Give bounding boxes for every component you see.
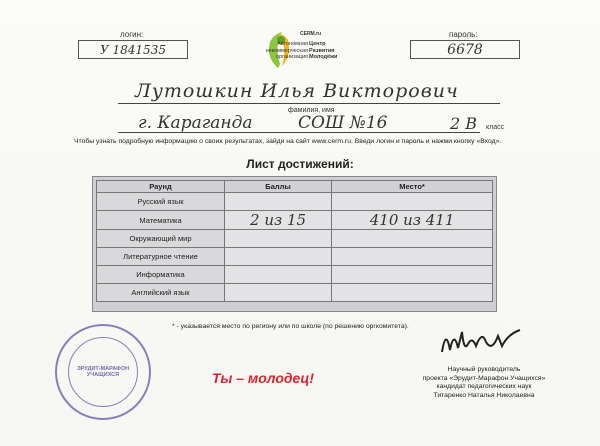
table-row (97, 211, 493, 230)
table-row (97, 230, 493, 248)
row-place (332, 266, 493, 284)
signature-block (395, 366, 573, 400)
table-row (97, 284, 493, 302)
footnote: * - указывается место по региону или по школе (по решению оргкомитета). (172, 323, 409, 330)
signature-line-4: Титаренко Наталья Николаевна (433, 391, 535, 399)
achievements-table (96, 180, 493, 302)
row-score (225, 230, 332, 248)
signature-line-1: Научный руководитель (447, 366, 521, 373)
student-city: г. Караганда (138, 113, 253, 133)
header-score: Баллы (225, 181, 332, 193)
row-score (225, 284, 332, 302)
header-place: Место* (332, 181, 493, 193)
login-box (78, 40, 188, 59)
row-place (332, 284, 493, 302)
student-name: Лутошкин Илья Викторович (135, 80, 459, 102)
row-subject: Английский язык (97, 284, 225, 302)
row-score (225, 193, 332, 211)
password-label: пароль: (449, 30, 478, 39)
password-value: 6678 (447, 41, 483, 58)
row-place (332, 230, 493, 248)
student-grade: 2 В (450, 114, 478, 133)
slogan: Ты – молодец! (212, 370, 315, 386)
table-header-row (97, 181, 493, 193)
name-caption: фамилия, имя (288, 107, 335, 114)
logo-org-text: Автономная некоммерческая организация (265, 41, 308, 60)
table-row (97, 266, 493, 284)
row-subject: Окружающий мир (97, 230, 225, 248)
grade-caption: класс (486, 124, 505, 131)
row-score (225, 266, 332, 284)
stamp-title-1: ЭРУДИТ-МАРАФОН (76, 366, 130, 372)
stamp-title-2: УЧАЩИХСЯ (86, 372, 120, 378)
name-line (118, 103, 500, 104)
row-place (332, 248, 493, 266)
signature-icon (436, 322, 526, 362)
row-place (332, 193, 493, 211)
row-score: 2 из 15 (225, 211, 332, 230)
login-value: У 1841535 (100, 42, 166, 57)
row-subject: Математика (97, 211, 225, 230)
row-subject: Литературное чтение (97, 248, 225, 266)
login-label: логин: (120, 30, 144, 39)
password-box (410, 40, 520, 59)
signature-line-3: кандидат педагогических наук (436, 383, 532, 390)
row-subject: Русский язык (97, 193, 225, 211)
table-row (97, 248, 493, 266)
logo-site: CERM.ru (300, 31, 322, 37)
info-text: Чтобы узнать подробную информацию о своих результатах, зайди на сайт www.cerm.ru. Введи логин и пароль и нажми кнопку «Вход». (74, 138, 502, 145)
student-school: СОШ №16 (298, 113, 388, 133)
row-place: 410 из 411 (332, 211, 493, 230)
signature-line-2: проекта «Эрудит-Марафон Учащихся» (422, 374, 546, 382)
organization-stamp (55, 324, 151, 420)
logo-center-text: Центр Развития Молодёжи (309, 41, 338, 60)
header-round: Раунд (97, 181, 225, 193)
sheet-title: Лист достижений: (246, 157, 354, 171)
row-subject: Информатика (97, 266, 225, 284)
table-row (97, 193, 493, 211)
row-score (225, 248, 332, 266)
